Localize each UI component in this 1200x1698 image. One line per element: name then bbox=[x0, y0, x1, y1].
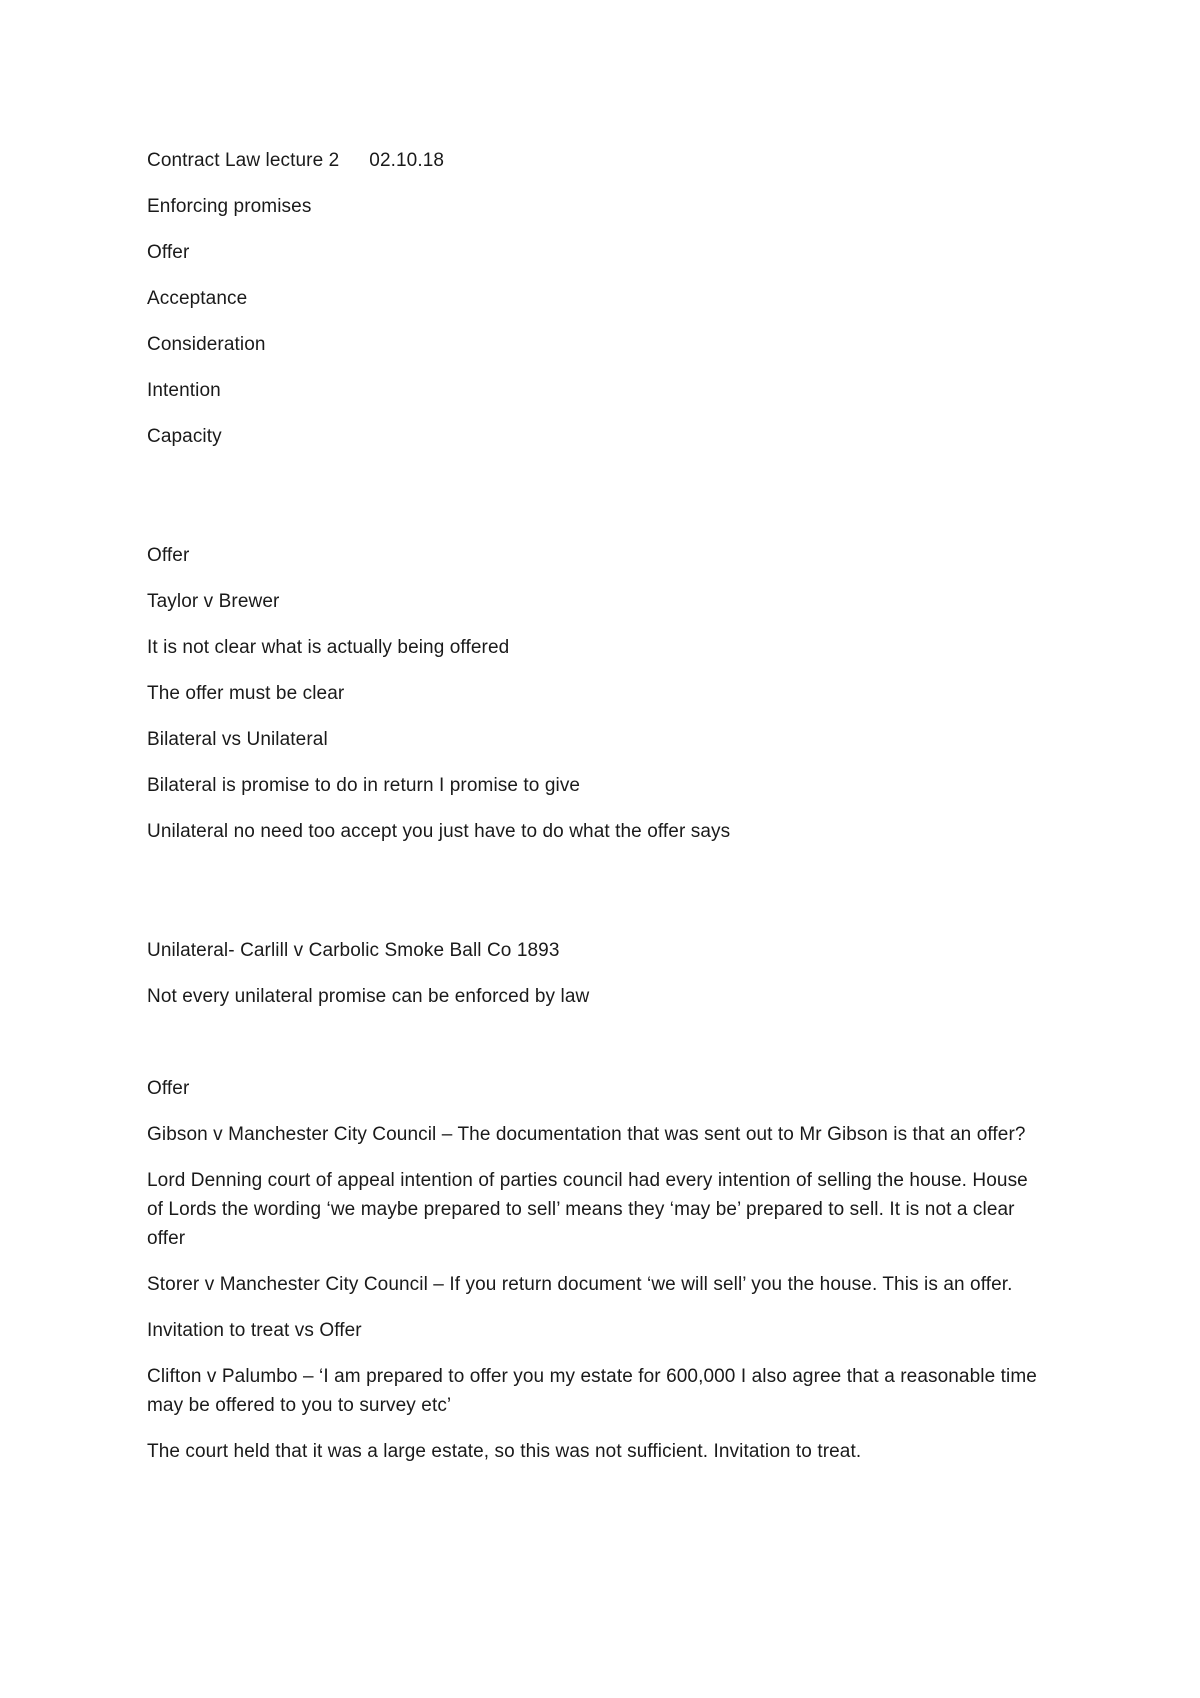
offer-paragraph: Gibson v Manchester City Council – The documentation that was sent out to Mr Gibson is that an offer? bbox=[147, 1124, 1026, 1145]
intro-line: Acceptance bbox=[147, 288, 248, 309]
unilateral-line: Unilateral- Carlill v Carbolic Smoke Ball Co 1893 bbox=[147, 940, 560, 961]
section-heading-offer: Offer bbox=[147, 1078, 190, 1099]
intro-line: Intention bbox=[147, 380, 221, 401]
offer-line: Bilateral is promise to do in return I promise to give bbox=[147, 775, 581, 796]
intro-line: Capacity bbox=[147, 426, 222, 447]
offer-paragraph: Clifton v Palumbo – ‘I am prepared to offer you my estate for 600,000 I also agree that a reasonable time may be offered to you to survey etc’ bbox=[147, 1366, 1037, 1416]
intro-line: Consideration bbox=[147, 334, 266, 355]
offer-paragraph: Storer v Manchester City Council – If you return document ‘we will sell’ you the house. This is an offer. bbox=[147, 1274, 1013, 1295]
document-date: 02.10.18 bbox=[369, 150, 445, 171]
offer-paragraph: Lord Denning court of appeal intention of parties council had every intention of selling the house. House of Lords the wording ‘we maybe prepared to sell’ means they ‘may be’ prepared to sell. It is not a clear offer bbox=[147, 1170, 1028, 1249]
offer-line: The offer must be clear bbox=[147, 683, 345, 704]
document-title: Contract Law lecture 2 bbox=[147, 150, 340, 171]
offer-paragraph: Invitation to treat vs Offer bbox=[147, 1320, 362, 1341]
offer-line: Unilateral no need too accept you just have to do what the offer says bbox=[147, 821, 731, 842]
unilateral-line: Not every unilateral promise can be enforced by law bbox=[147, 986, 590, 1007]
section-heading-offer: Offer bbox=[147, 545, 190, 566]
offer-paragraph: The court held that it was a large estate, so this was not sufficient. Invitation to treat. bbox=[147, 1441, 862, 1462]
document-header bbox=[147, 146, 1047, 175]
offer-line: It is not clear what is actually being offered bbox=[147, 637, 510, 658]
intro-line: Offer bbox=[147, 242, 190, 263]
document-body bbox=[147, 146, 1047, 1483]
offer-line: Taylor v Brewer bbox=[147, 591, 280, 612]
intro-line: Enforcing promises bbox=[147, 196, 312, 217]
offer-line: Bilateral vs Unilateral bbox=[147, 729, 328, 750]
